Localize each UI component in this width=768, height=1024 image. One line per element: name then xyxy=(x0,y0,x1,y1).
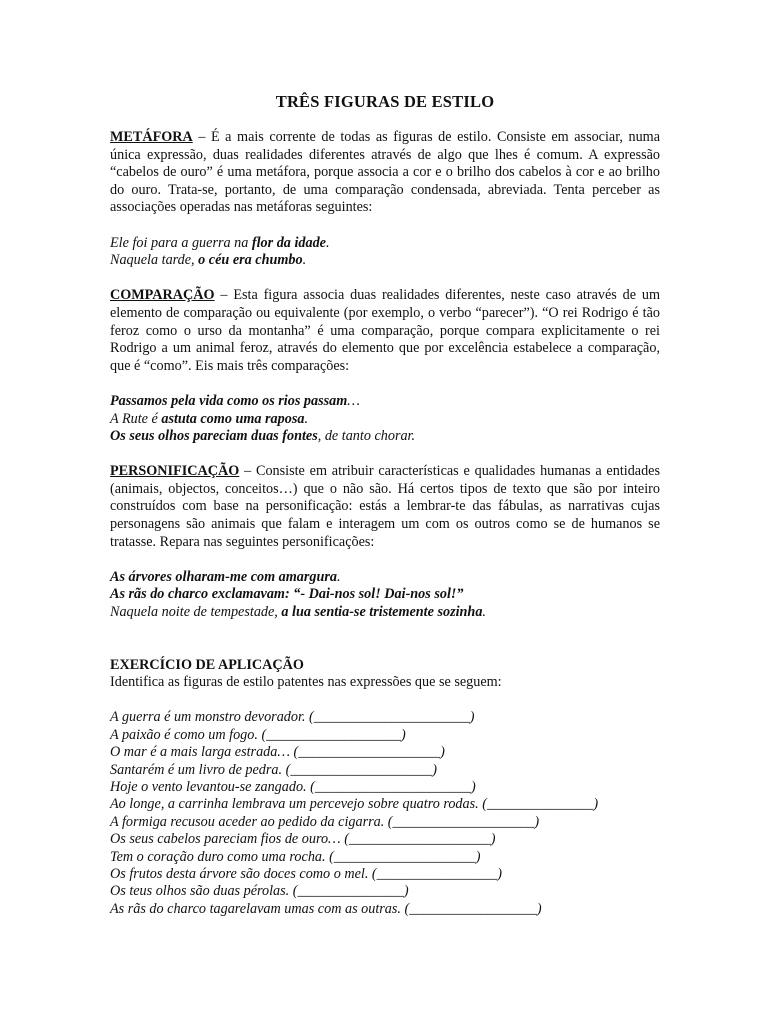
personificacao-example-1 xyxy=(110,569,660,587)
metafora-example-1 xyxy=(110,235,660,253)
example-highlight: As árvores olharam-me com amargura xyxy=(110,568,338,585)
example-text: Naquela tarde, xyxy=(110,252,199,269)
personificacao-heading: PERSONIFICAÇÃO xyxy=(110,463,240,480)
example-text: Ele foi para a guerra na xyxy=(110,234,252,251)
example-text: A Rute é xyxy=(110,410,162,427)
metafora-heading: METÁFORA xyxy=(110,129,193,145)
exercise-item[interactable]: O mar é a mais larga estrada… (____________________) xyxy=(110,744,445,761)
example-text: . xyxy=(304,410,308,427)
comparacao-paragraph xyxy=(110,287,660,375)
page-title: TRÊS FIGURAS DE ESTILO xyxy=(275,92,495,111)
example-text: . xyxy=(482,604,486,621)
exercise-item[interactable]: Tem o coração duro como uma rocha. (____________________) xyxy=(110,848,481,865)
exercise-title: EXERCÍCIO DE APLICAÇÃO xyxy=(110,656,304,673)
example-highlight: As rãs do charco exclamavam: “- Dai-nos sol! Dai-nos sol!” xyxy=(110,586,464,603)
comparacao-example-3 xyxy=(110,428,660,446)
personificacao-example-2 xyxy=(110,586,660,604)
example-highlight: a lua sentia-se tristemente sozinha xyxy=(281,604,483,621)
example-text: Naquela noite de tempestade, xyxy=(110,604,282,621)
personificacao-example-3 xyxy=(110,604,660,622)
example-text: , de tanto chorar. xyxy=(317,428,416,445)
personificacao-paragraph xyxy=(110,463,660,551)
document-page xyxy=(110,92,660,918)
example-highlight: astuta como uma raposa xyxy=(161,410,305,427)
example-highlight: o céu era chumbo xyxy=(198,252,303,269)
exercise-item[interactable]: A paixão é como um fogo. (___________________) xyxy=(110,726,406,743)
exercise-item[interactable]: Os teus olhos são duas pérolas. (_______________) xyxy=(110,883,409,900)
metafora-example-2 xyxy=(110,252,660,270)
example-highlight: Os seus olhos pareciam duas fontes xyxy=(110,428,318,445)
comparacao-heading: COMPARAÇÃO xyxy=(110,287,215,304)
exercise-item[interactable]: As rãs do charco tagarelavam umas com as outras. (__________________) xyxy=(110,900,542,917)
example-highlight: flor da idade xyxy=(251,234,326,251)
example-text: . xyxy=(337,568,341,585)
exercise-list xyxy=(110,709,660,918)
exercise-item[interactable]: Santarém é um livro de pedra. (____________________) xyxy=(110,761,437,778)
example-text: . xyxy=(302,252,307,269)
exercise-item[interactable]: A formiga recusou aceder ao pedido da cigarra. (____________________) xyxy=(110,813,540,830)
exercise-item[interactable]: Ao longe, a carrinha lembrava um percevejo sobre quatro rodas. (_______________) xyxy=(110,796,599,813)
metafora-paragraph xyxy=(110,129,660,217)
comparacao-text: – Esta figura associa duas realidades diferentes, neste caso através de um elemento de comparação ou equivalente (por exemplo, o verbo “parecer”). “O rei Rodrigo é tão feroz como o urso da montanha” é uma comparação, porque compara explicitamente o rei Rodrigo a um animal feroz, através do elemento que por excelência estabelece a comparação, que é “como”. Eis mais três comparações: xyxy=(110,287,660,374)
example-text: . xyxy=(325,234,330,251)
exercise-instruction: Identifica as figuras de estilo patentes nas expressões que se seguem: xyxy=(110,674,502,691)
example-text: … xyxy=(347,392,360,409)
comparacao-example-2 xyxy=(110,411,660,429)
comparacao-example-1 xyxy=(110,393,660,411)
exercise-item[interactable]: A guerra é um monstro devorador. (______________________) xyxy=(110,709,475,726)
personificacao-text: – Consiste em atribuir características e qualidades humanas a entidades (animais, objectos, conceitos…) que o não são. Há certos tipos de texto que são por inteiro construídos com base na personificação: estás a lembrar-te das fábulas, as narrativas cujas personagens são animais que falam e interagem um com os outros como se de humanos se tratasse. Repara nas seguintes personificações: xyxy=(110,463,660,550)
exercise-item[interactable]: Hoje o vento levantou-se zangado. (______________________) xyxy=(110,779,476,796)
exercise-item[interactable]: Os frutos desta árvore são doces como o mel. (_________________) xyxy=(110,866,502,883)
example-highlight: Passamos pela vida como os rios passam xyxy=(110,392,348,409)
exercise-item[interactable]: Os seus cabelos pareciam fios de ouro… (____________________) xyxy=(110,831,496,848)
metafora-text: – É a mais corrente de todas as figuras de estilo. Consiste em associar, numa única expressão, duas realidades diferentes através de algo que lhes é comum. A expressão “cabelos de ouro” é uma metáfora, porque associa a cor e o brilho dos cabelos à cor e ao brilho do ouro. Trata-se, portanto, de uma comparação condensada, abreviada. Tenta perceber as associações operadas nas metáforas seguintes: xyxy=(110,129,660,216)
